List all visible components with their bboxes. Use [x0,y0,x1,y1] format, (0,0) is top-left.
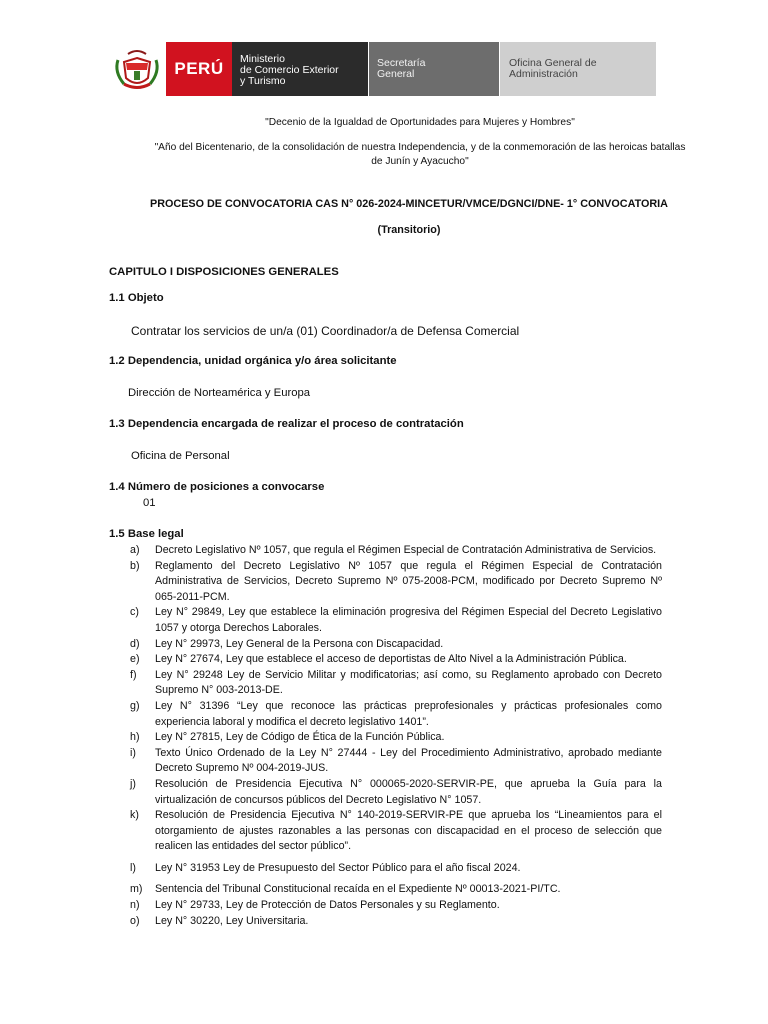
secretariat-line-2: General [377,68,415,80]
item-text: Resolución de Presidencia Ejecutiva N° 140-2019-SERVIR-PE que aprueba los “Lineamientos para el otorgamiento de ajustes razonables a las personas con discapacidad en el proceso de selección que realicen las entidades del sector público”. [155,809,662,853]
list-item [130,543,662,559]
list-item [130,559,662,606]
item-letter: d) [130,637,140,650]
section-1-3-heading: 1.3 Dependencia encargada de realizar el proceso de contratación [109,418,464,430]
section-1-1-heading: 1.1 Objeto [109,292,164,304]
section-1-4-heading: 1.4 Número de posiciones a convocarse [109,481,325,493]
list-item [130,777,662,808]
ministry-line-2: de Comercio Exterior [240,64,339,76]
item-letter: h) [130,731,140,744]
item-letter: g) [130,699,140,712]
section-1-2-heading: 1.2 Dependencia, unidad orgánica y/o área solicitante [109,355,397,367]
office-line-1: Oficina General de [509,57,597,69]
item-text: Decreto Legislativo Nº 1057, que regula el Régimen Especial de Contratación Administrativa de Servicios. [155,544,657,556]
secretariat-name [368,42,499,96]
list-item [130,914,662,930]
list-item [130,730,662,746]
list-item [130,898,662,914]
item-text: Ley N° 29248 Ley de Servicio Militar y modificatorias; así como, su Reglamento aprobado con Decreto Supremo N° 003-2013-DE. [155,668,662,697]
list-item [130,882,662,898]
item-text: Ley N° 29733, Ley de Protección de Datos Personales y su Reglamento. [155,899,500,912]
item-letter: i) [130,746,136,759]
section-1-5-heading: 1.5 Base legal [109,528,184,540]
list-item [130,699,662,730]
section-1-1-body: Contratar los servicios de un/a (01) Coordinador/a de Defensa Comercial [131,324,520,338]
list-item [130,652,662,668]
item-text: Ley N° 30220, Ley Universitaria. [155,914,309,927]
secretariat-line-1: Secretaría [377,57,426,69]
section-1-4-body: 01 [143,497,156,509]
item-text: Sentencia del Tribunal Constitucional recaída en el Expediente Nº 00013-2021-PI/TC. [155,883,561,896]
item-text: Ley N° 27674, Ley que establece el acceso de deportistas de Alto Nivel a la Administración Pública. [155,653,627,666]
item-text: Reglamento del Decreto Legislativo Nº 1057 que regula el Régimen Especial de Contratación Administrativa de Servicios, Decreto Supremo Nº 075-2008-PCM, modificado por Decreto Supremo Nº 065-2011-PCM. [155,559,662,603]
decade-motto: "Decenio de la Igualdad de Oportunidades para Mujeres y Hombres" [265,117,575,128]
national-coat-of-arms-logo [108,42,166,96]
ministry-line-3: y Turismo [240,75,286,87]
item-letter: f) [130,668,137,681]
item-letter: m) [130,883,143,896]
office-line-2: Administración [509,68,578,80]
item-letter: c) [130,606,139,619]
section-1-2-body: Dirección de Norteamérica y Europa [128,387,311,399]
item-text: Ley N° 27815, Ley de Código de Ética de la Función Pública. [155,731,445,744]
year-motto: "Año del Bicentenario, de la consolidación de nuestra Independencia, y de la conmemoración de las heroicas batallas de Junín y Ayacucho" [154,142,686,167]
item-text: Ley N° 29973, Ley General de la Persona con Discapacidad. [155,637,444,650]
item-letter: j) [130,777,136,790]
item-letter: e) [130,653,140,666]
item-text: Ley N° 29849, Ley que establece la eliminación progresiva del Régimen Especial del Decreto Legislativo 1057 y otorga Derechos Laborales. [155,606,662,634]
item-letter: l) [130,861,136,874]
item-text: Ley N° 31953 Ley de Presupuesto del Sector Público para el año fiscal 2024. [155,861,521,874]
legal-basis-list [130,543,662,929]
item-text: Resolución de Presidencia Ejecutiva N° 000065-2020-SERVIR-PE, que aprueba la Guía para la virtualización de concursos públicos del Decreto Legislativo N° 1057. [155,777,662,806]
institutional-banner [108,42,656,96]
process-subtitle: (Transitorio) [377,224,441,236]
list-item [130,861,662,877]
section-1-3-body: Oficina de Personal [131,450,230,462]
item-text: Texto Único Ordenado de la Ley N° 27444 - Ley del Procedimiento Administrativo, aprobado mediante Decreto Supremo Nº 004-2019-JUS. [155,746,662,775]
office-name [499,42,656,96]
item-letter: a) [130,544,140,556]
ministry-line-1: Ministerio [240,53,285,65]
item-letter: k) [130,809,139,822]
list-item [130,808,662,855]
peru-label: PERÚ [166,42,232,96]
chapter-heading: CAPITULO I DISPOSICIONES GENERALES [109,266,339,278]
item-text: Ley N° 31396 “Ley que reconoce las prácticas preprofesionales y prácticas profesionales como experiencia laboral y modifica el decreto legislativo 1401”. [155,699,662,728]
list-item [130,605,662,636]
item-letter: b) [130,559,140,572]
item-letter: n) [130,899,140,912]
list-item [130,637,662,653]
list-item [130,746,662,777]
ministry-name [232,42,368,96]
process-title: PROCESO DE CONVOCATORIA CAS N° 026-2024-MINCETUR/VMCE/DGNCI/DNE- 1° CONVOCATORIA [150,198,668,210]
item-letter: o) [130,914,140,927]
list-item [130,668,662,699]
